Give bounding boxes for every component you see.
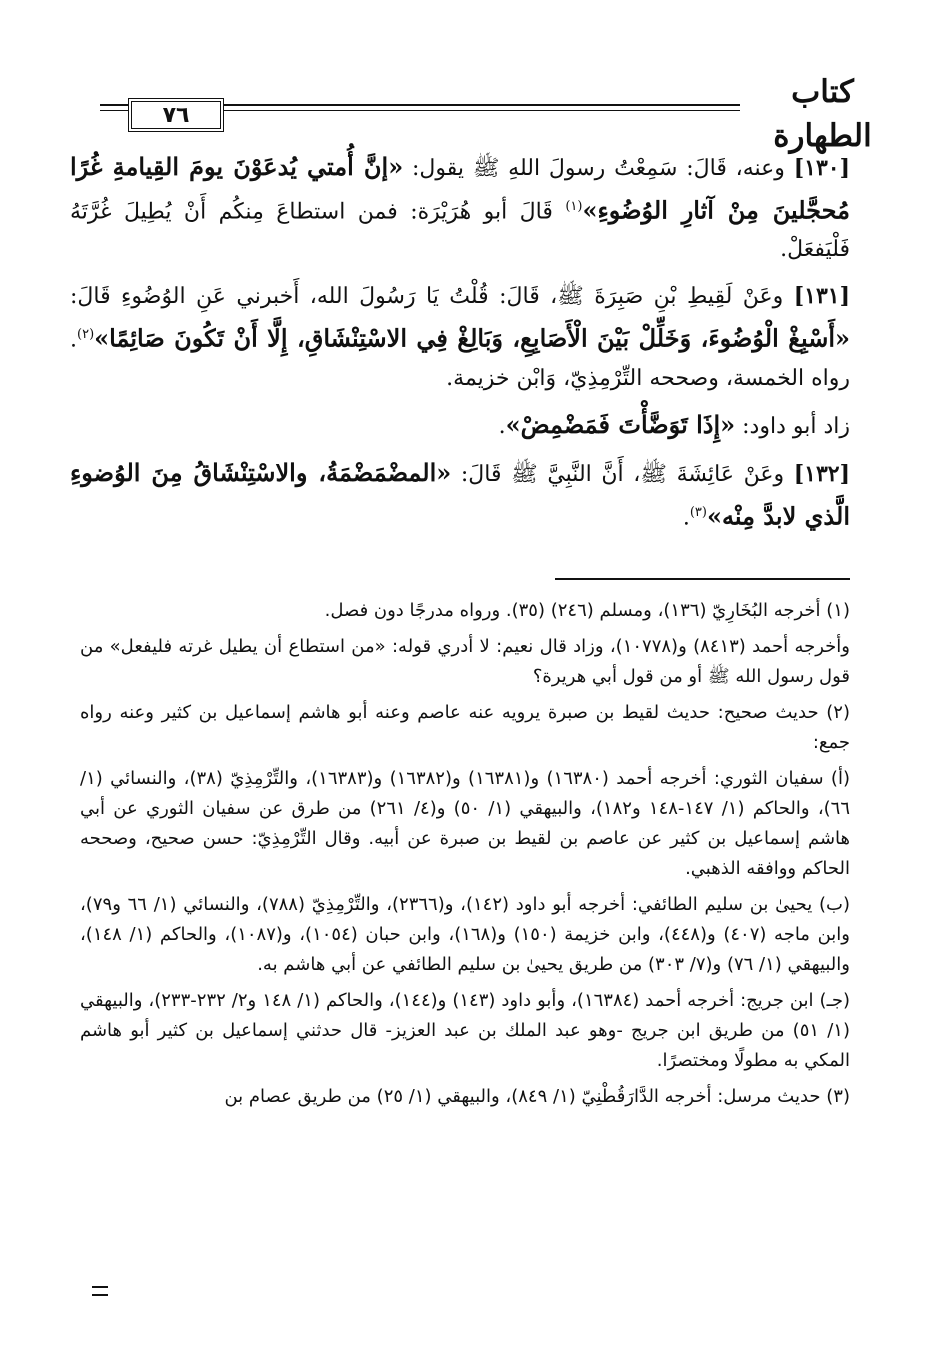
hadith-intro: وعَنْ لَقِيطِ بْنِ صَبِرَةَ ﷺ، قَالَ: قُلْتُ يَا رَسُولَ الله، أَخبرني عَنِ الوُضُوءِ قَالَ: [70, 284, 794, 310]
page-number: ٧٦ [128, 98, 224, 132]
hadith-131 [70, 277, 850, 397]
hadith-number: [١٣١] [793, 283, 850, 310]
footnote-ref[interactable]: (١) [565, 199, 583, 214]
footnote-2-c: (جـ) ابن جريج: أخرجه أحمد (١٦٣٨٤)، وأبو داود (١٤٣) و(١٤٤)، والحاكم (١/ ١٤٨ و٢/ ٢٣٢-٢٣٣)، والبيهقي (١/ ٥١) من طريق ابن جريج -وهو عبد الملك بن عبد العزيز- قال حدثني إسماعيل بن كثير أبو هاشم المكي به مطولًا ومختصرًا. [80, 990, 850, 1071]
hadith-number: [١٣٠] [793, 155, 850, 181]
page-header [40, 70, 872, 154]
hadith-quote: «أَسْبِغْ الْوُضُوءَ، وَخَلِّلْ بَيْنَ الْأَصَابِعِ، وَبَالِغْ فِي الاسْتِنْشَاقِ، إِلَّا أَنْ تَكُونَ صَائِمًا» [94, 323, 850, 353]
footnotes [80, 596, 850, 1118]
hadith-number: [١٣٢] [793, 460, 851, 487]
hadith-after: . رواه الخمسة، وصححه التِّرْمِذِيّ، وَابْن خزيمة. [70, 327, 850, 391]
footnote-1-cont: وأخرجه أحمد (٨٤١٣) و(١٠٧٧٨)، وزاد قال نعيم: لا أدري قوله: «من استطاع أن يطيل غرته فليفعل» من قول رسول الله ﷺ أو من قول أبي هريرة؟ [80, 636, 850, 687]
footnote-separator [555, 578, 850, 580]
addition-abu-dawud [70, 406, 850, 446]
footnote-2-b: (ب) يحيىٰ بن سليم الطائفي: أخرجه أبو داود (١٤٢)، و(٢٣٦٦)، والتِّرْمِذِيّ (٧٨٨)، والنسائي (١/ ٦٦ و٧٩)، وابن ماجه (٤٠٧) و(٤٤٨)، وابن خزيمة (١٥٠) و(١٦٨)، وابن حبان (١٠٥٤)، و(١٠٨٧)، والحاكم (١/ ١٤٨)، والبيهقي (١/ ٧٦) و(٧/ ٣٠٣) من طريق يحيىٰ بن سليم الطائفي عن أبي هاشم به. [80, 894, 850, 975]
footnote-3: (٣) حديث مرسل: أخرجه الدَّارَقُطْنِيّ (١/ ٨٤٩)، والبيهقي (١/ ٢٥) من طريق عصام بن [224, 1086, 850, 1107]
footnote-2: (٢) حديث صحيح: حديث لقيط بن صبرة يرويه عنه عاصم وعنه أبو هاشم إسماعيل بن كثير وعنه رواه جمع: [80, 702, 850, 753]
hadith-after: . [682, 504, 690, 530]
hadith-130 [70, 148, 850, 269]
hadith-after: قَالَ أبو هُرَيْرَة: فمن استطاعَ مِنكُم أَنْ يُطِيلَ غُرَّتَهُ فَلْيَفعَلْ. [70, 199, 850, 263]
footnote-2-a: (أ) سفيان الثوري: أخرجه أحمد (١٦٣٨٠) و(١٦٣٨١) و(١٦٣٨٢) و(١٦٣٨٣)، والتِّرْمِذِيّ (٣٨)، والنسائي (١/ ٦٦)، والحاكم (١/ ١٤٧-١٤٨ و١٨٢)، والبيهقي (١/ ٥٠) و(٤/ ٢٦١) من طرق عن سفيان الثوري عن أبي هاشم إسماعيل بن كثير عن عاصم بن لقيط بن صبرة عن أبيه. وقال التِّرْمِذِيّ: حسن صحيح، وصححه الحاكم ووافقه الذهبي. [80, 768, 851, 879]
main-text [70, 148, 850, 545]
footnote-1: (١) أخرجه البُخَارِيّ (١٣٦)، ومسلم (٢٤٦) (٣٥). ورواه مدرجًا دون فصل. [324, 600, 850, 621]
addition-after: . [498, 413, 506, 439]
hadith-intro: وعَنْ عَائِشَةَ ﷺ، أَنَّ النَّبِيَّ ﷺ قَالَ: [451, 461, 794, 487]
hadith-132 [70, 454, 850, 537]
footnote-ref[interactable]: (٢) [77, 327, 95, 343]
hadith-quote: «المضْمَضْمَةُ، والاسْتِنْشَاقُ مِنَ الوُضوءِ الَّذي لابدَّ مِنْه» [70, 457, 850, 530]
continuation-mark [92, 1286, 108, 1296]
addition-intro: زاد أبو داود: [735, 413, 850, 439]
hadith-intro: وعنه، قَالَ: سَمِعْتُ رسولَ اللهِ ﷺ يقول: [403, 156, 794, 181]
chapter-title: كتاب الطهارة [740, 70, 905, 114]
hadith-quote: «إنَّ أُمتي يُدعَوْنَ يومَ القِيامةِ غُرًا مُحجَّلينَ مِنْ آثارِ الوُضُوءِ» [70, 152, 850, 225]
footnote-ref[interactable]: (٣) [689, 504, 707, 520]
addition-quote: «إِذَا تَوَضَّأْتَ فَمَضْمِضْ» [505, 409, 736, 439]
